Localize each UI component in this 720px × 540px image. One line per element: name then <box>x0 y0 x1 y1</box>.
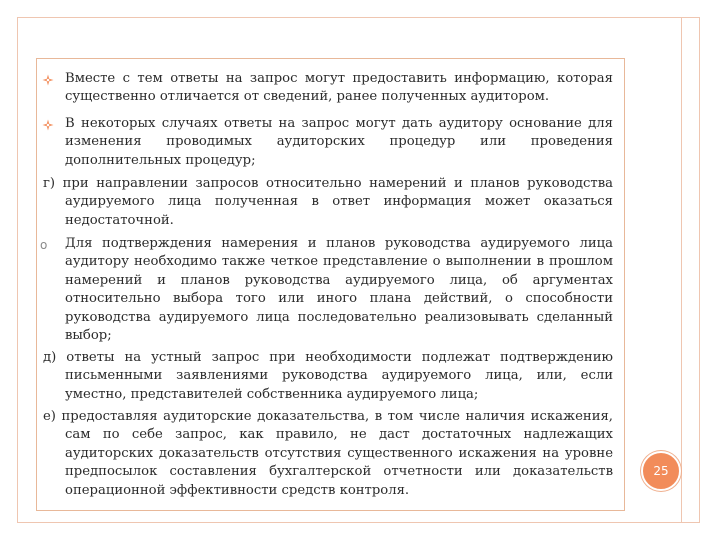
sub-item-paragraph: Для подтверждения намерения и планов руководства аудируемого лица аудитору необходимо также четкое представление о выполнении в прошлом намерений и планов руководства аудируемого лица, об аргументах относительно выбора того или иного плана действий, о способности руководства аудируемого лица последовательно реализовывать сделанный выбор; <box>65 236 613 344</box>
bullet-paragraph-1: Вместе с тем ответы на запрос могут предоставить информацию, которая существенно отличается от сведений, ранее полученных аудитором. <box>65 71 613 105</box>
item-d-paragraph: д) ответы на устный запрос при необходимости подлежат подтверждению письменными заявлениями руководства аудируемого лица, или, если уместно, представителей собственника аудируемого лица; <box>43 350 613 402</box>
page-number-badge: 25 <box>641 451 681 491</box>
slide-right-rule <box>681 17 682 523</box>
item-g-paragraph: г) при направлении запросов относительно намерений и планов руководства аудируемого лица полученная в ответ информация может оказаться недостаточной. <box>43 176 613 228</box>
sub-bullet-marker: o <box>40 238 48 252</box>
ornament-bullet-icon <box>42 119 54 131</box>
bullet-paragraph-2: В некоторых случаях ответы на запрос могут дать аудитору основание для изменения проводимых аудиторских процедур или проведения дополнительных процедур; <box>65 116 613 168</box>
ornament-bullet-icon <box>42 74 54 86</box>
item-e-paragraph: е) предоставляя аудиторские доказательства, в том числе наличия искажения, сам по себе запрос, как правило, не даст достаточных надлежащих аудиторских доказательств отсутствия существенного искажения на уровне предпосылок составления бухгалтерской отчетности или доказательств операционной эффективности средств контроля. <box>43 409 613 498</box>
